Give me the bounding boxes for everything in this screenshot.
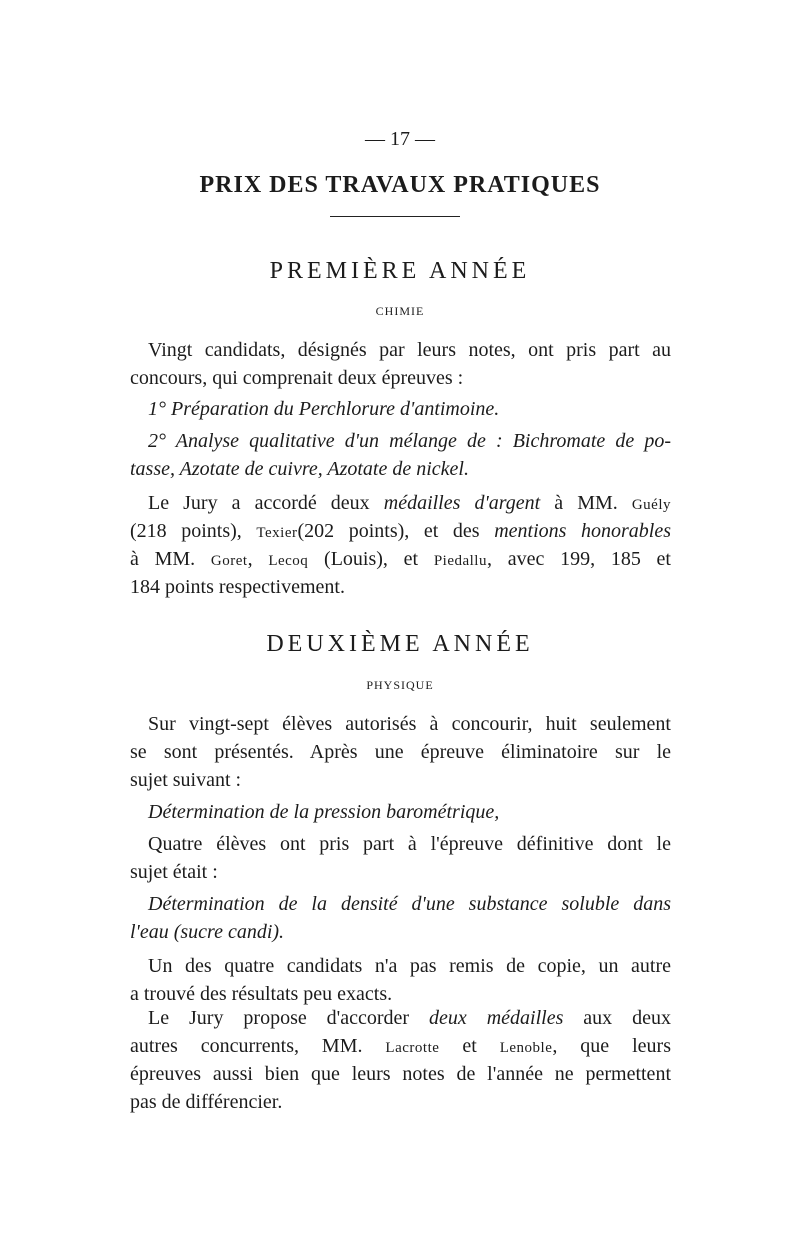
laureate-name: Guély <box>631 497 672 513</box>
laureate-name: Lacrotte <box>385 1040 440 1056</box>
test-item-2: 2° Analyse qualitative d'un mélange de : Bichromate de po- <box>148 430 671 452</box>
paragraph-line: Vingt candidats, désignés par leurs notes, ont pris part au <box>148 339 671 361</box>
paragraph-line: sujet suivant : <box>130 769 242 791</box>
experiment-topic-2: Détermination de la densité d'une substance soluble dans <box>148 893 671 915</box>
section-heading-second-year: DEUXIÈME ANNÉE <box>266 631 534 657</box>
paragraph-line: se sont présentés. Après une épreuve éliminatoire sur le <box>130 741 671 763</box>
paragraph-line: épreuves aussi bien que leurs notes de l'année ne permettent <box>130 1063 671 1085</box>
page-title: PRIX DES TRAVAUX PRATIQUES <box>199 172 601 198</box>
laureate-name: Lenoble <box>499 1040 553 1056</box>
award-line: autres concurrents, MM. Lacrotte et Lenoble, que leurs <box>130 1035 671 1057</box>
laureate-name: Goret <box>210 553 248 569</box>
paragraph-line: Sur vingt-sept élèves autorisés à concourir, huit seulement <box>148 713 671 735</box>
title-divider <box>330 216 460 217</box>
test-item-2-continued: tasse, Azotate de cuivre, Azotate de nickel. <box>130 458 469 480</box>
award-line: 184 points respectivement. <box>130 576 345 598</box>
award-line: (218 points), Texier(202 points), et des mentions honorables <box>130 520 671 542</box>
laureate-name: Piedallu <box>433 553 487 569</box>
paragraph-line: a trouvé des résultats peu exacts. <box>130 983 393 1005</box>
award-line: Le Jury propose d'accorder deux médailles aux deux <box>148 1007 671 1029</box>
award-line: à MM. Goret, Lecoq (Louis), et Piedallu, avec 199, 185 et <box>130 548 671 570</box>
subject-physique: PHYSIQUE <box>366 678 434 692</box>
experiment-topic-1: Détermination de la pression barométrique, <box>148 801 500 823</box>
experiment-topic-2-continued: l'eau (sucre candi). <box>130 921 285 943</box>
page-number: — 17 — <box>365 128 435 150</box>
paragraph-line: Quatre élèves ont pris part à l'épreuve définitive dont le <box>148 833 671 855</box>
test-item-1: 1° Préparation du Perchlorure d'antimoine. <box>148 398 500 420</box>
paragraph-line: concours, qui comprenait deux épreuves : <box>130 367 464 389</box>
laureate-name: Texier <box>256 525 298 541</box>
laureate-name: Lecoq <box>268 553 309 569</box>
paragraph-line: Un des quatre candidats n'a pas remis de copie, un autre <box>148 955 671 977</box>
section-heading-first-year: PREMIÈRE ANNÉE <box>269 258 531 284</box>
subject-chimie: CHIMIE <box>375 304 425 318</box>
award-line: Le Jury a accordé deux médailles d'argent à MM. Guély <box>148 492 672 514</box>
paragraph-line: sujet était : <box>130 861 218 883</box>
paragraph-line: pas de différencier. <box>130 1091 283 1113</box>
